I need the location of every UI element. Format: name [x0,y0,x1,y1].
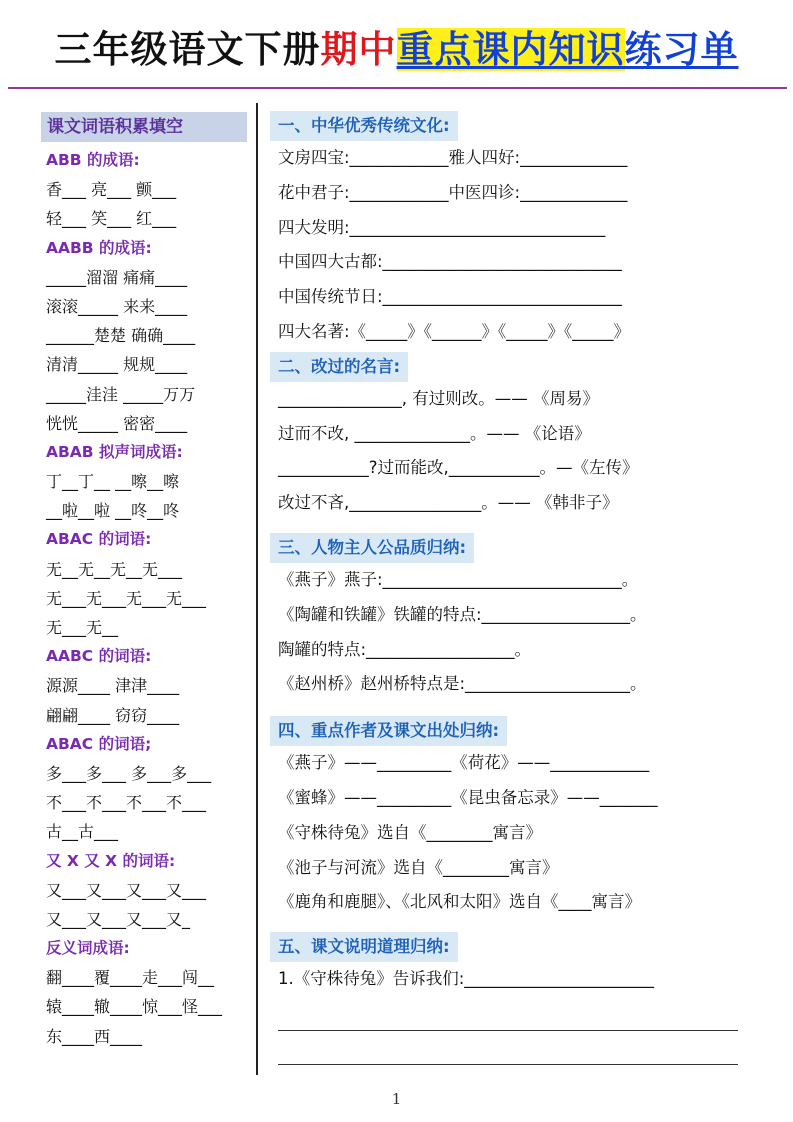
section-heading: 二、改过的名言: [270,352,408,382]
fill-blank-row[interactable]: 东____西____ [46,1026,143,1046]
fill-blank-row[interactable]: 无___无__ [46,618,119,637]
fill-blank-row[interactable]: 四大名著:《_____》《______》《_____》《_____》 [278,321,631,341]
fill-blank-row[interactable]: ______楚楚 确确____ [46,326,196,346]
left-column [41,112,251,1051]
fill-blank-row[interactable]: 又___又___又___又_ [46,909,191,929]
fill-blank-row[interactable]: 中国四大古都:_____________________________ [278,252,622,272]
right-column [270,111,760,1065]
fill-blank-row[interactable]: 香___ 亮___ 颤___ [46,180,177,200]
fill-blank-row[interactable]: 陶罐的特点:__________________。 [278,639,532,659]
category-heading: ABAC 的词语; [46,734,152,753]
fill-blank-row[interactable]: 翩翩____ 窃窃____ [46,705,180,725]
category-heading: 又 X 又 X 的词语: [46,851,176,870]
fill-blank-row[interactable]: _______________, 有过则改。—— 《周易》 [278,388,599,408]
fill-blank-row[interactable]: 不___不___不___不___ [46,793,207,813]
page-number: 1 [391,1090,402,1108]
fill-blank-row[interactable]: 无___无___无___无___ [46,588,207,608]
title-part-worksheet: 练习单 [624,28,739,71]
fill-blank-row[interactable]: 四大发明:_______________________________ [278,217,606,237]
fill-blank-row[interactable]: 轻___ 笑___ 红___ [46,209,177,229]
fill-blank-row[interactable]: 丁__丁__ __嚓__嚓 [46,472,180,492]
title-part-grade: 三年级语文下册 [54,28,321,71]
fill-blank-row[interactable]: 《蜜蜂》——_________《昆虫备忘录》——_______ [278,787,658,807]
section [270,932,760,1065]
fill-blank-row[interactable]: 《燕子》——_________《荷花》——____________ [278,753,650,773]
fill-blank-row[interactable]: 恍恍_____ 密密____ [46,413,188,433]
column-divider [256,103,258,1075]
fill-blank-row[interactable]: 《陶罐和铁罐》铁罐的特点:__________________。 [278,604,647,624]
fill-blank-row[interactable]: 无__无__无__无___ [46,559,183,579]
category-heading: ABB 的成语: [46,151,140,169]
section-heading: 五、课文说明道理归纳: [270,932,458,962]
fill-blank-row[interactable]: _____洼洼 _____万万 [46,384,196,404]
answer-line[interactable] [278,1031,738,1065]
section [270,111,760,350]
section-heading: 一、中华优秀传统文化: [270,111,458,141]
fill-blank-row[interactable]: 中国传统节日:_____________________________ [278,287,622,307]
fill-blank-row[interactable]: 翻____覆____走___闯__ [46,968,215,988]
fill-blank-row[interactable]: 文房四宝:____________雅人四好:_____________ [278,148,628,167]
fill-blank-row[interactable]: 1.《守株待兔》告诉我们:_______________________ [278,969,655,989]
fill-blank-row[interactable]: 古__古___ [46,822,119,842]
fill-blank-row[interactable]: 滚滚_____ 来来____ [46,296,188,316]
page-title [0,24,793,76]
title-divider [8,87,787,89]
fill-blank-row[interactable]: __啦__啦 __咚__咚 [46,501,180,521]
section-heading: 三、人物主人公品质归纳: [270,533,474,563]
fill-blank-row[interactable]: 清清_____ 规规____ [46,355,188,375]
fill-blank-row[interactable]: 《燕子》燕子:_____________________________。 [278,569,639,589]
section [270,716,760,920]
fill-blank-row[interactable]: ___________?过而能改,___________。—《左传》 [278,458,639,478]
fill-blank-row[interactable]: 过而不改, ______________。—— 《论语》 [278,423,591,443]
title-part-key-knowledge: 重点课内知识 [396,28,625,71]
category-heading: ABAC 的词语: [46,530,152,549]
fill-blank-row[interactable]: 《赵州桥》赵州桥特点是:____________________。 [278,674,647,694]
title-part-midterm: 期中 [320,28,397,71]
fill-blank-row[interactable]: 《守株待兔》选自《________寓言》 [278,822,542,842]
category-heading: AABB 的成语: [46,238,152,257]
fill-blank-row[interactable]: 又___又___又___又___ [46,880,207,900]
category-heading: AABC 的词语: [46,647,152,666]
section [270,352,760,521]
category-heading: 反义词成语: [46,939,130,958]
fill-blank-row[interactable]: 辕____辙____惊___怪___ [46,997,223,1017]
fill-blank-row[interactable]: 《鹿角和鹿腿》、《北风和太阳》选自《____寓言》 [278,892,641,912]
fill-blank-row[interactable]: 《池子与河流》选自《________寓言》 [278,857,559,877]
section-heading: 四、重点作者及课文出处归纳: [270,716,507,746]
left-word-list [41,146,251,1051]
left-heading: 课文词语积累填空 [41,112,247,142]
section [270,533,760,702]
fill-blank-row[interactable]: 花中君子:____________中医四诊:_____________ [278,182,628,202]
answer-line[interactable] [278,997,738,1031]
category-heading: ABAB 拟声词成语: [46,442,183,461]
fill-blank-row[interactable]: 源源____ 津津____ [46,676,180,696]
fill-blank-row[interactable]: 多___多___ 多___多___ [46,763,212,783]
fill-blank-row[interactable]: _____溜溜 痛痛____ [46,267,188,287]
fill-blank-row[interactable]: 改过不吝,________________。—— 《韩非子》 [278,493,619,513]
